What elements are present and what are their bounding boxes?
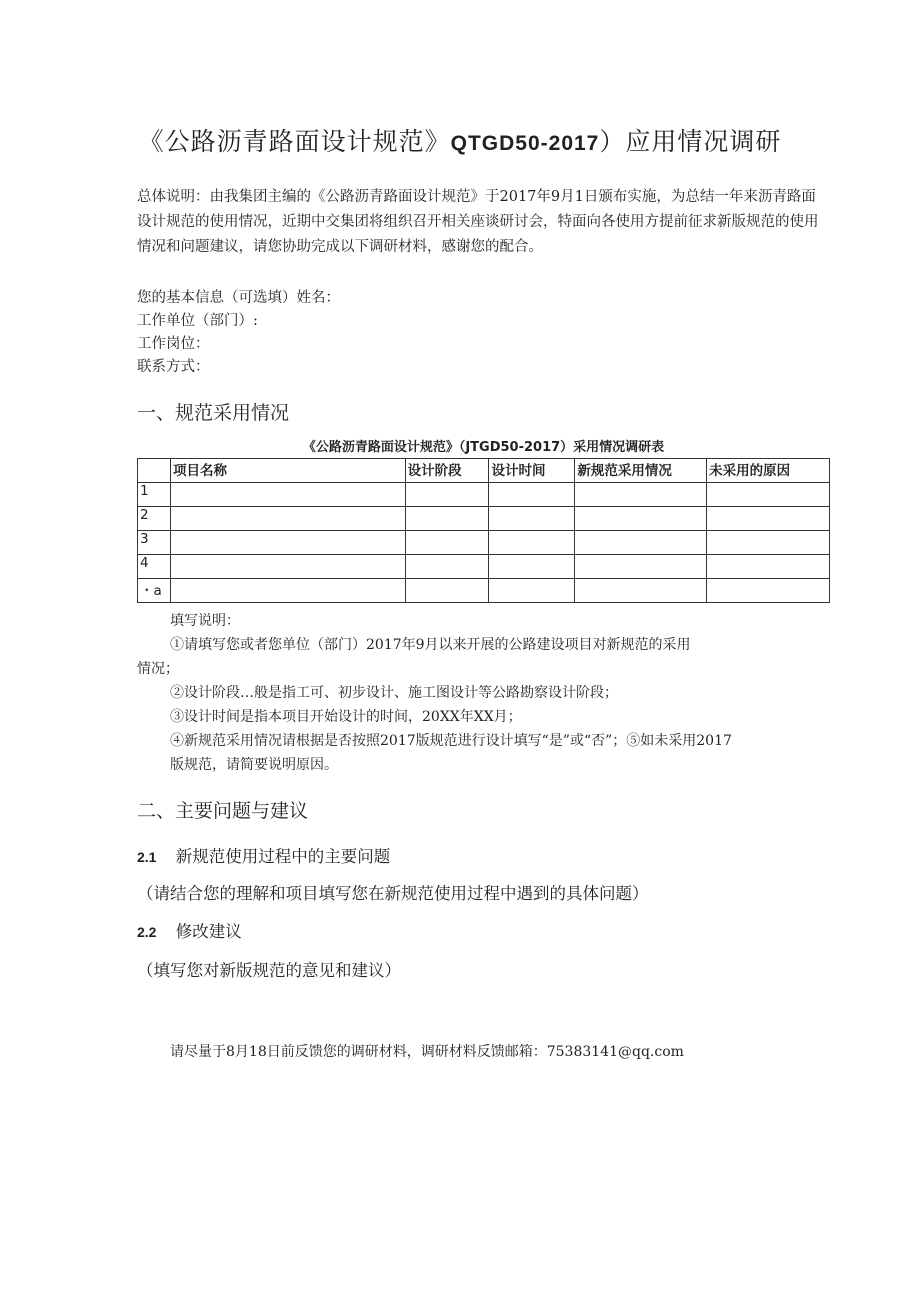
subsection-2-2-title: 修改建议 <box>175 922 242 941</box>
cell-project-name[interactable] <box>170 483 405 507</box>
subsection-2-1 <box>137 843 390 867</box>
cell-design-time[interactable] <box>489 531 575 555</box>
table-row <box>138 483 830 507</box>
table-row <box>138 579 830 603</box>
subsection-2-1-hint: （请结合您的理解和项目填写您在新规范使用过程中遇到的具体问题） <box>137 884 649 903</box>
cell-project-name[interactable] <box>170 579 405 603</box>
header-reason: 未采用的原因 <box>707 459 830 483</box>
basic-info-name: 您的基本信息（可选填）姓名： <box>137 290 340 306</box>
note-3: ③设计时间是指本项目开始设计的时间，20XX年XX月； <box>170 709 522 725</box>
cell-design-stage[interactable] <box>405 579 489 603</box>
cell-adoption[interactable] <box>575 531 707 555</box>
cell-design-time[interactable] <box>489 555 575 579</box>
section1-heading: 一、规范采用情况 <box>137 402 290 424</box>
note-2: ②设计阶段…般是指工可、初步设计、施工图设计等公路勘察设计阶段； <box>170 685 618 701</box>
cell-reason[interactable] <box>707 531 830 555</box>
fill-instructions <box>137 609 837 777</box>
table-header-row <box>138 459 830 483</box>
row-number: 3 <box>138 531 171 555</box>
section2-heading: 二、主要问题与建议 <box>137 800 309 822</box>
title-code: QTGD50-2017 <box>450 132 600 155</box>
cell-reason[interactable] <box>707 579 830 603</box>
cell-design-time[interactable] <box>489 579 575 603</box>
cell-design-time[interactable] <box>489 507 575 531</box>
header-design-stage: 设计阶段 <box>405 459 489 483</box>
row-number: 1 <box>138 483 171 507</box>
basic-info-unit: 工作单位（部门）: <box>137 313 258 329</box>
cell-reason[interactable] <box>707 507 830 531</box>
subsection-2-2 <box>137 918 242 942</box>
cell-adoption[interactable] <box>575 507 707 531</box>
cell-project-name[interactable] <box>170 555 405 579</box>
survey-table <box>137 458 830 603</box>
subsection-2-1-title: 新规范使用过程中的主要问题 <box>175 847 391 866</box>
basic-info-position: 工作岗位： <box>137 336 210 352</box>
title-prefix: 《公路沥青路面设计规范》 <box>138 127 451 156</box>
table-row <box>138 555 830 579</box>
header-index <box>138 459 171 483</box>
cell-project-name[interactable] <box>170 507 405 531</box>
cell-design-stage[interactable] <box>405 555 489 579</box>
title-suffix: ）应用情况调研 <box>599 127 782 156</box>
cell-adoption[interactable] <box>575 579 707 603</box>
footer-note: 请尽量于8月18日前反馈您的调研材料，调研材料反馈邮箱：75383141@qq.com <box>170 1044 684 1060</box>
row-number: ・a <box>138 579 171 603</box>
intro-paragraph: 总体说明：由我集团主编的《公路沥青路面设计规范》于2017年9月1日颁布实施，为总结一年来沥青路面设计规范的使用情况，近期中交集团将组织召开相关座谈研讨会，特面向各使用方提前征求新版规范的使用情况和问题建议，请您协助完成以下调研材料，感谢您的配合。 <box>137 189 819 255</box>
basic-info-contact: 联系方式： <box>137 359 210 375</box>
notes-heading: 填写说明： <box>170 613 240 629</box>
note-4: ④新规范采用情况请根据是否按照2017版规范进行设计填写“是”或“否”；⑤如未采用2017 <box>170 733 732 749</box>
cell-reason[interactable] <box>707 483 830 507</box>
note-1: ①请填写您或者您单位（部门）2017年9月以来开展的公路建设项目对新规范的采用 <box>170 637 691 653</box>
subsection-2-1-number: 2.1 <box>137 849 157 865</box>
cell-adoption[interactable] <box>575 483 707 507</box>
cell-reason[interactable] <box>707 555 830 579</box>
cell-project-name[interactable] <box>170 531 405 555</box>
cell-design-stage[interactable] <box>405 507 489 531</box>
cell-design-stage[interactable] <box>405 531 489 555</box>
cell-design-stage[interactable] <box>405 483 489 507</box>
cell-design-time[interactable] <box>489 483 575 507</box>
subsection-2-2-hint: （填写您对新版规范的意见和建议） <box>137 961 401 980</box>
header-design-time: 设计时间 <box>489 459 575 483</box>
row-number: 4 <box>138 555 171 579</box>
subsection-2-2-number: 2.2 <box>137 924 157 940</box>
header-project-name: 项目名称 <box>170 459 405 483</box>
note-1-cont: 情况； <box>137 661 179 677</box>
table-caption: 《公路沥青路面设计规范》（JTGD50-2017）采用情况调研表 <box>302 440 665 455</box>
note-4-cont: 版规范，请简要说明原因。 <box>170 757 338 773</box>
row-number: 2 <box>138 507 171 531</box>
cell-adoption[interactable] <box>575 555 707 579</box>
page-title <box>0 122 920 158</box>
table-row <box>138 507 830 531</box>
table-row <box>138 531 830 555</box>
header-adoption: 新规范采用情况 <box>575 459 707 483</box>
